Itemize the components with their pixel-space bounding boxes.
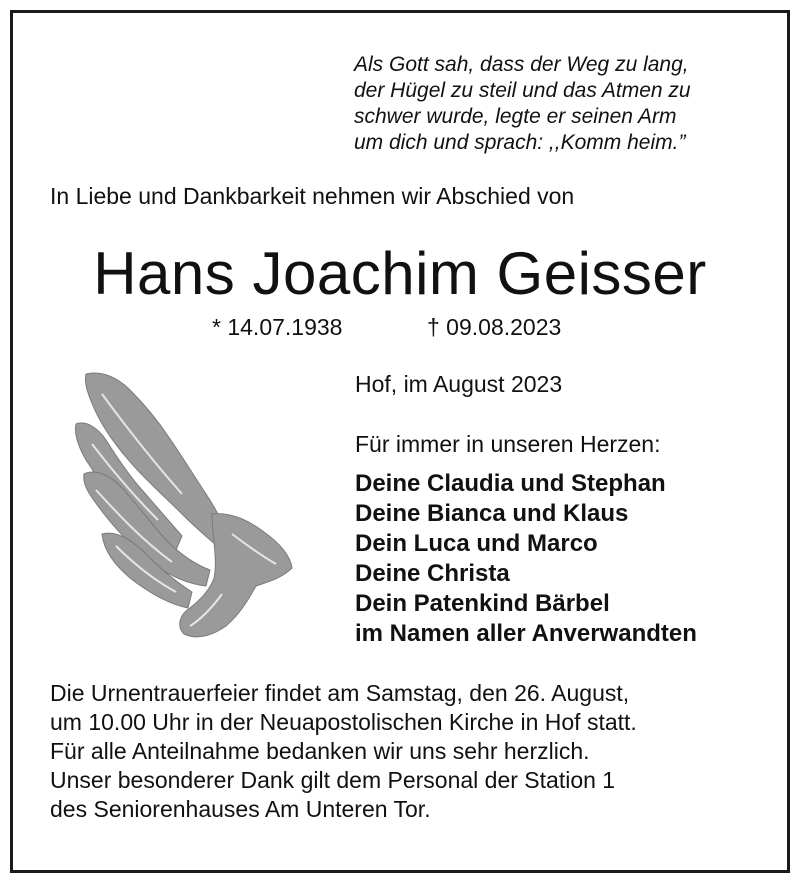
mourner-item: Deine Claudia und Stephan <box>355 470 666 497</box>
poem-line: um dich und sprach: ,,Komm heim.” <box>354 131 686 154</box>
praying-hands-icon <box>72 364 294 642</box>
death-date: † 09.08.2023 <box>427 314 562 340</box>
mourners-list <box>355 469 697 649</box>
forever-line: Für immer in unseren Herzen: <box>355 431 661 457</box>
mourner-item: Dein Luca und Marco <box>355 530 598 557</box>
intro-text: In Liebe und Dankbarkeit nehmen wir Abschied von <box>50 183 575 209</box>
mourner-item: Deine Bianca und Klaus <box>355 500 629 527</box>
notice-line: des Seniorenhauses Am Unteren Tor. <box>50 796 431 822</box>
mourner-item: Dein Patenkind Bärbel <box>355 590 610 617</box>
funeral-notice <box>50 679 637 824</box>
poem <box>354 52 774 156</box>
mourner-item: im Namen aller Anverwandten <box>355 620 697 647</box>
deceased-name: Hans Joachim Geisser <box>93 240 707 307</box>
poem-line: Als Gott sah, dass der Weg zu lang, <box>354 53 689 76</box>
poem-line: der Hügel zu steil und das Atmen zu <box>354 79 691 102</box>
place-date: Hof, im August 2023 <box>355 371 563 397</box>
notice-line: Für alle Anteilnahme bedanken wir uns sehr herzlich. <box>50 738 590 764</box>
mourner-item: Deine Christa <box>355 560 510 587</box>
poem-line: schwer wurde, legte er seinen Arm <box>354 105 677 128</box>
notice-line: Unser besonderer Dank gilt dem Personal der Station 1 <box>50 767 616 793</box>
birth-date: * 14.07.1938 <box>212 314 343 340</box>
notice-line: Die Urnentrauerfeier findet am Samstag, den 26. August, <box>50 680 630 706</box>
notice-line: um 10.00 Uhr in der Neuapostolischen Kirche in Hof statt. <box>50 709 637 735</box>
